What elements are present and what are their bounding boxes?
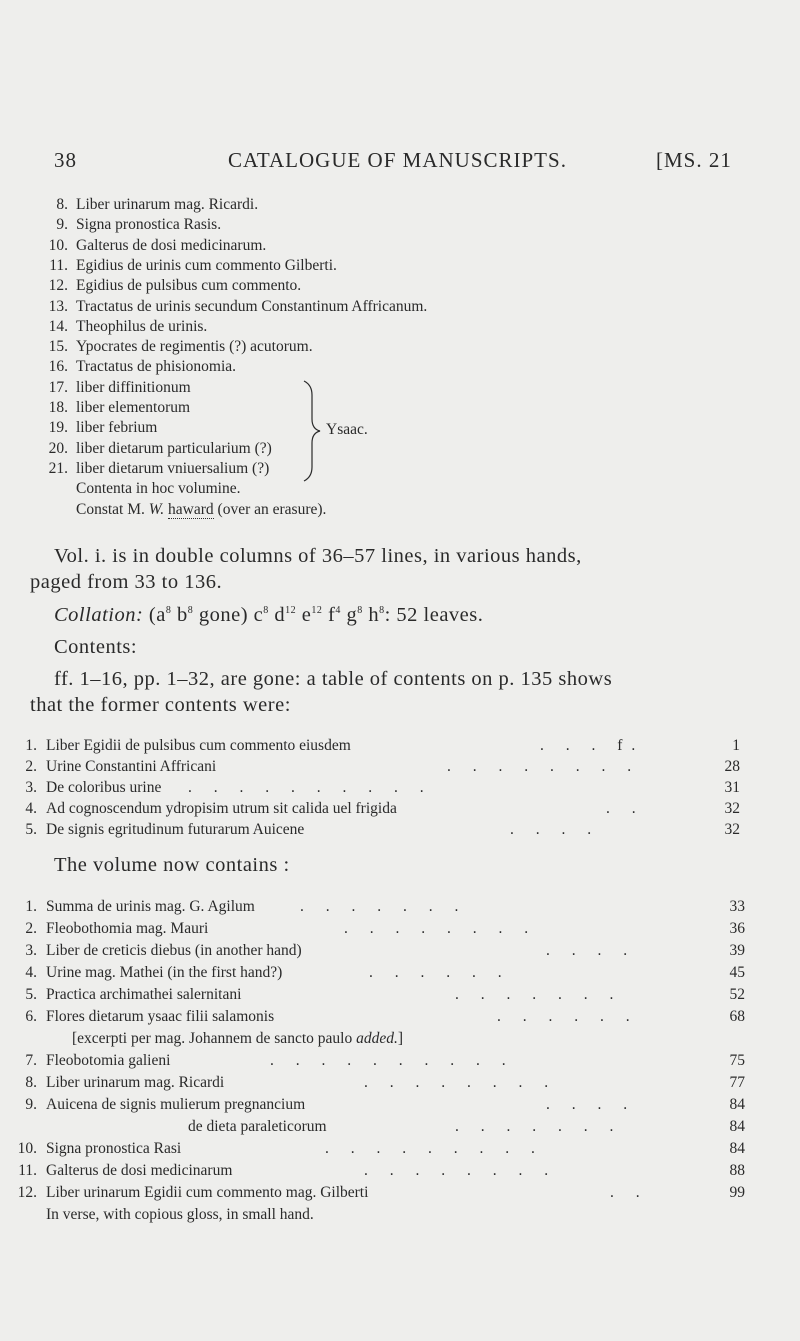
contents-heading: Contents: <box>54 636 138 658</box>
list-item-number: 20. <box>48 439 68 457</box>
list-item-text: Tractatus de phisionomia. <box>76 358 237 376</box>
constat-initial: W. <box>148 500 165 518</box>
list-item-number: 10. <box>48 236 68 254</box>
constat-post: (over an erasure). <box>213 500 327 518</box>
ff-line-2: that the former contents were: <box>30 694 291 716</box>
list-item-text: liber diffinitionum <box>76 378 191 396</box>
list-item-number: 11. <box>49 256 68 274</box>
list-item-text: Liber urinarum mag. Ricardi. <box>76 196 259 213</box>
list-item-text: liber dietarum particularium (?) <box>76 439 272 457</box>
running-title: CATALOGUE OF MANUSCRIPTS. <box>228 148 567 172</box>
list-item-text: Galterus de dosi medicinarum. <box>76 236 267 254</box>
list-item-number: 12. <box>48 277 68 295</box>
list-item-number: 15. <box>48 338 68 356</box>
ms-reference: [MS. 21 <box>656 148 732 172</box>
constat-name: haward <box>168 500 214 518</box>
list-item-number: 8. <box>56 196 68 213</box>
list-item-text: liber febrium <box>76 419 158 437</box>
list-item-number: 19. <box>48 419 68 437</box>
collation-line <box>54 604 483 627</box>
page-number: 38 <box>54 148 77 172</box>
list-item-text: Egidius de urinis cum commento Gilberti. <box>76 256 337 274</box>
list-item-text: liber elementorum <box>76 399 191 416</box>
bracket-label: Ysaac. <box>326 421 368 438</box>
contenta-line: Contenta in hoc volumine. <box>76 480 241 498</box>
list-item-text: Signa pronostica Rasis. <box>76 216 222 234</box>
vol-line-1: Vol. i. is in double columns of 36–57 lines, in various hands, <box>54 545 582 567</box>
list-item-text: Theophilus de urinis. <box>76 317 208 335</box>
vol-line-2: paged from 33 to 136. <box>30 571 223 593</box>
collation-label: Collation: <box>54 604 144 626</box>
list-item-number: 9. <box>56 216 68 234</box>
list-item-number: 14. <box>48 317 68 335</box>
list-item-number: 18. <box>48 399 68 416</box>
now-heading: The volume now contains : <box>54 854 290 876</box>
list-item-text: Egidius de pulsibus cum commento. <box>76 277 302 295</box>
list-item-number: 13. <box>48 297 68 315</box>
collation-formula: ($a^8$ $b^8$ gone) $c^8$ $d^{12}$ $e^{12}$ $f^4$ $g^8$ $h^8$: 52 leaves. <box>148 604 484 626</box>
constat-pre: Constat M. <box>76 500 149 518</box>
list-item-number: 21. <box>48 459 68 477</box>
list-item-number: 17. <box>48 378 68 396</box>
brace-icon <box>300 379 324 483</box>
list-item-number: 16. <box>48 358 68 376</box>
ff-line-1: ff. 1–16, pp. 1–32, are gone: a table of contents on p. 135 shows <box>54 668 613 690</box>
list-item-text: Ypocrates de regimentis (?) acutorum. <box>76 338 313 356</box>
constat-line <box>76 500 326 520</box>
list-item-text: liber dietarum vniuersalium (?) <box>76 459 270 477</box>
list-item-text: Tractatus de urinis secundum Constantinum Affricanum. <box>76 297 428 315</box>
